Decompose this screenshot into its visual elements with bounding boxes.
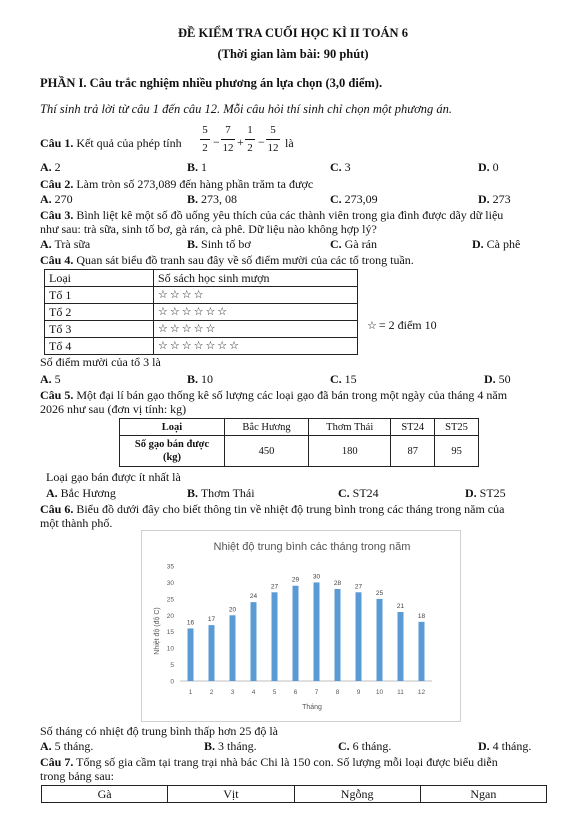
star-icon-row: ☆☆☆☆ [154,287,358,304]
q1-text: Câu 1. Kết quả của phép tính [40,136,182,150]
chart-bar [188,628,194,681]
q7-text-line1: Câu 7. Tổng số gia cầm tại trang trại nhà bác Chi là 150 con. Số lượng mỗi loại được biểu diễn [40,755,498,769]
table-row: Số gạo bán được (kg) 450 180 87 95 [120,436,479,467]
bar-data-label: 16 [186,619,195,627]
exam-page: ĐỀ KIỂM TRA CUỐI HỌC KÌ II TOÁN 6 (Thời gian làm bài: 90 phút) PHẦN I. Câu trắc nghiệm nhiều phương án lựa chọn (3,0 điểm). Thí sinh trả lời từ câu 1 đến câu 12. Mỗi câu hỏi thí sinh chỉ chọn một phương án. Câu 1. Kết quả của phép tính 5 2 − 7 12 + 1 2 − 5 12 là A. 2 B. 1 C. 3 D. 0 Câu 2. Làm tròn số 273,089 đến hàng phần trăm ta được A. 270 B. 273, 08 C. 273,09 D. 273 Câu 3. Bình liệt kê một số đồ uống yêu thích của các thành viên trong gia đình được dãy dữ liệu như sau: trà sữa, sinh tố bơ, gà rán, cà phê. Dữ liệu nào không hợp lý? A. Trà sữa B. Sinh tố bơ C. Gà rán D. Cà phê Câu 4. Quan sát biểu đồ tranh sau đây về số điểm mười của các tổ trong tuần. Loại Số sách học sinh mượn Tổ 1 ☆☆☆☆ Tổ 2 ☆☆☆☆☆☆ Tổ 3 ☆☆☆☆☆ Tổ 4 ☆☆☆☆☆☆☆ ☆= 2 điểm 10 Số điểm mười của tổ 3 là A. 5 B. 10 C. 15 D. 50 Câu 5. Một đại lí bán gạo thống kê số lượng các loại gạo đã bán trong một ngày của tháng 4 năm 2026 như sau (đơn vị tính: kg) Loại Bắc Hương Thơm Thái ST24 ST25 Số gạo bán được (kg) 450 180 87 95 Loại gạo bán được ít nhất là A. Bắc Hương B. Thơm Thái C. ST24 D. ST25 Câu 6. Biểu đồ dưới đây cho biết thông tin về nhiệt độ trung bình trong các tháng trong năm của một thành phố. Nhiệt độ trung bình các tháng trong năm Nhiệt độ (độ C) Tháng 0 5 10 15 20 25 30 35 16 1 17 2 20 3 24 4 27 5 29 6 30 7 28 8 27 9 25 10 21 11 18 12 Số tháng có nhiệt độ trung bình thấp hơn 25 độ là A. 5 tháng. B. 3 tháng. C. 6 tháng. D. 4 tháng. Câu 7. Tổng số gia cầm tại trang trại nhà bác Chi là 150 con. Số lượng mỗi loại được biểu diễn trong bảng sau: Gà Vịt Ngỗng Ngan [0,0,586,833]
chart-y-axis-label: Nhiệt độ (độ C) [154,607,161,655]
x-tick-label: 12 [417,689,426,696]
q6-option-d[interactable]: D. 4 tháng. [478,739,532,753]
bar-data-label: 28 [333,580,342,587]
chart-bar [293,586,299,681]
x-tick-label: 9 [356,689,361,696]
q6-option-c[interactable]: C. 6 tháng. [338,739,392,753]
q4-option-c[interactable]: C. 15 [330,372,357,386]
part1-instruction: Thí sinh trả lời từ câu 1 đến câu 12. Mỗi câu hỏi thí sinh chỉ chọn một phương án. [40,102,453,116]
q3-text-line2: như sau: trà sữa, sinh tố bơ, gà rán, cà phê. Dữ liệu nào không hợp lý? [40,222,377,236]
chart-x-axis-label: Tháng [302,704,322,711]
x-tick-label: 8 [335,689,340,696]
q4-legend: ☆= 2 điểm 10 [367,318,437,332]
bar-data-label: 20 [228,606,237,614]
table-row: Tổ 2 ☆☆☆☆☆☆ [45,304,358,321]
bar-data-label: 18 [417,612,426,620]
q3-text-line1: Câu 3. Bình liệt kê một số đồ uống yêu thích của các thành viên trong gia đình được dãy dữ liệu [40,208,504,222]
table-row: Loại Bắc Hương Thơm Thái ST24 ST25 [120,419,479,436]
q6-text-line1: Câu 6. Biểu đồ dưới đây cho biết thông tin về nhiệt độ trung bình trong các tháng trong năm của [40,502,505,516]
chart-bar [209,625,215,681]
chart-bar [272,592,278,681]
chart-bar [251,602,257,681]
star-icon: ☆ [367,319,379,332]
q3-option-b[interactable]: B. Sinh tố bơ [187,237,251,251]
table-row: Gà Vịt Ngỗng Ngan [42,786,547,803]
q4-pictograph-table [44,269,358,355]
q2-text: Câu 2. Làm tròn số 273,089 đến hàng phần trăm ta được [40,177,314,191]
star-icon-row: ☆☆☆☆☆ [154,321,358,338]
chart-title: Nhiệt độ trung bình các tháng trong năm [213,541,411,553]
q7-poultry-table [41,785,547,803]
y-tick-label: 10 [166,645,174,653]
q6-question: Số tháng có nhiệt độ trung bình thấp hơn 25 độ là [40,724,278,738]
y-tick-label: 25 [166,596,174,604]
y-tick-label: 20 [166,612,174,620]
q5-option-b[interactable]: B. Thơm Thái [187,486,255,500]
table-row: Tổ 4 ☆☆☆☆☆☆☆ [45,338,358,355]
chart-bar [356,592,362,681]
q7-text-line2: trong bảng sau: [40,769,114,783]
x-tick-label: 1 [188,689,193,696]
q5-text-line2: 2026 như sau (đơn vị tính: kg) [40,402,187,416]
exam-title: ĐỀ KIỂM TRA CUỐI HỌC KÌ II TOÁN 6 [178,26,408,40]
star-icon-row: ☆☆☆☆☆☆ [154,304,358,321]
x-tick-label: 10 [375,689,384,696]
bar-data-label: 21 [396,603,405,610]
q4-option-d[interactable]: D. 50 [484,372,511,386]
q2-option-d[interactable]: D. 273 [478,192,511,206]
star-icon-row: ☆☆☆☆☆☆☆ [154,338,358,355]
q6-option-b[interactable]: B. 3 tháng. [204,739,257,753]
table-row: Tổ 3 ☆☆☆☆☆ [45,321,358,338]
chart-svg [142,531,460,721]
chart-bar [419,622,425,681]
q5-text-line1: Câu 5. Một đại lí bán gạo thống kê số lượng các loại gạo đã bán trong một ngày của tháng 4 năm [40,388,508,402]
y-tick-label: 30 [166,579,174,587]
q4-option-a[interactable]: A. 5 [40,372,61,386]
q5-option-a[interactable]: A. Bắc Hương [46,486,116,500]
bar-data-label: 17 [207,616,216,624]
chart-bar [398,612,404,681]
temperature-chart [141,530,461,722]
part1-heading: PHẦN I. Câu trắc nghiệm nhiều phương án lựa chọn (3,0 điểm). [40,76,383,90]
q5-question: Loại gạo bán được ít nhất là [46,470,181,484]
q6-text-line2: một thành phố. [40,516,113,530]
x-tick-label: 2 [209,689,214,696]
table-row: Tổ 1 ☆☆☆☆ [45,287,358,304]
chart-bar [377,599,383,681]
bar-data-label: 29 [291,576,300,584]
chart-bar [314,582,320,681]
x-tick-label: 5 [272,689,277,696]
q4-option-b[interactable]: B. 10 [187,372,214,386]
bar-data-label: 25 [375,589,384,597]
x-tick-label: 11 [397,689,404,696]
bar-data-label: 27 [270,583,279,591]
q6-option-a[interactable]: A. 5 tháng. [40,739,94,753]
x-tick-label: 7 [314,689,319,696]
q3-option-a[interactable]: A. Trà sữa [40,237,91,251]
x-tick-label: 3 [230,689,235,696]
q1-option-d[interactable]: D. 0 [478,160,499,174]
bar-data-label: 30 [312,573,321,581]
bar-data-label: 27 [354,583,363,591]
q2-option-a[interactable]: A. 270 [40,192,73,206]
x-tick-label: 6 [293,689,298,696]
table-row: Loại Số sách học sinh mượn [45,270,358,287]
bar-data-label: 24 [249,593,258,601]
q1-option-a[interactable]: A. 2 [40,160,61,174]
y-tick-label: 0 [170,678,174,686]
exam-time: (Thời gian làm bài: 90 phút) [217,47,369,61]
q3-option-d[interactable]: D. Cà phê [472,237,521,251]
q4-text: Câu 4. Quan sát biểu đồ tranh sau đây về số điểm mười của các tổ trong tuần. [40,253,414,267]
x-tick-label: 4 [251,689,256,696]
q1-option-c[interactable]: C. 3 [330,160,351,174]
q2-option-b[interactable]: B. 273, 08 [187,192,238,206]
y-tick-label: 35 [166,563,174,571]
y-tick-label: 15 [166,629,174,637]
q1-option-b[interactable]: B. 1 [187,160,208,174]
chart-bar [335,589,341,681]
q5-option-d[interactable]: D. ST25 [465,486,506,500]
q5-rice-table [119,418,479,467]
q4-question: Số điểm mười của tổ 3 là [40,355,161,369]
q2-option-c[interactable]: C. 273,09 [330,192,378,206]
y-tick-label: 5 [170,662,174,670]
chart-bar [230,615,236,681]
q3-option-c[interactable]: C. Gà rán [330,237,377,251]
q5-option-c[interactable]: C. ST24 [338,486,379,500]
